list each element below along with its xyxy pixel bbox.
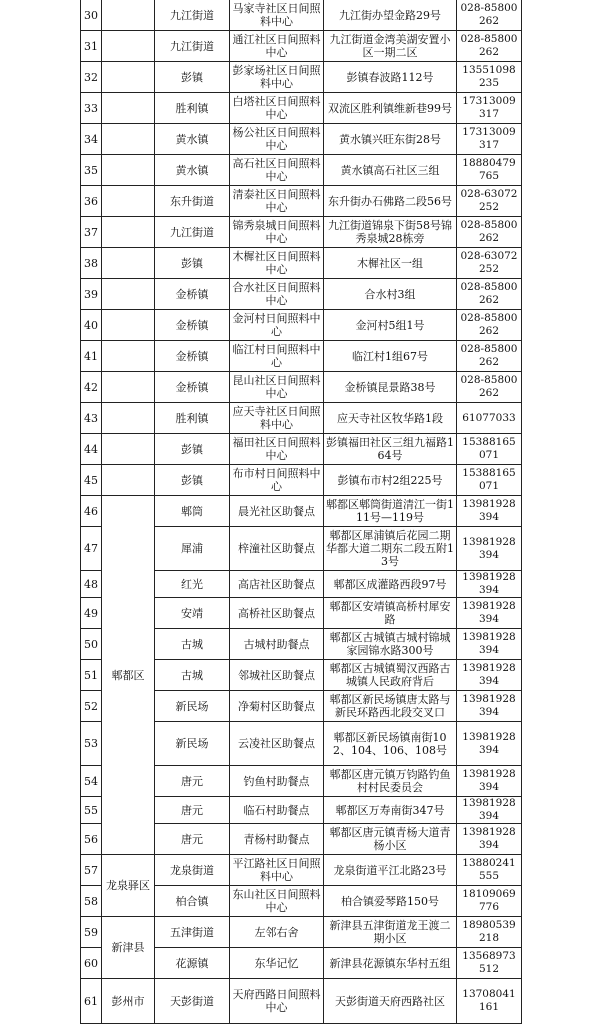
facility-name: 邻城社区助餐点 <box>230 660 324 691</box>
address-cell: 郫都区古城镇古城村锦城家园锦水路300号 <box>324 629 457 660</box>
row-number: 36 <box>81 186 102 217</box>
table-row <box>81 62 522 93</box>
town-cell: 龙泉街道 <box>155 855 230 886</box>
facility-name: 白塔社区日间照料中心 <box>230 93 324 124</box>
facility-name: 昆山社区日间照料中心 <box>230 372 324 403</box>
row-number: 49 <box>81 598 102 629</box>
town-cell: 安靖 <box>155 598 230 629</box>
town-cell: 胜利镇 <box>155 403 230 434</box>
facility-name: 东华记忆 <box>230 948 324 979</box>
table-row <box>81 496 522 527</box>
phone-cell: 18980539218 <box>457 917 522 948</box>
address-cell: 郫都区万寿南街347号 <box>324 797 457 824</box>
facility-name: 东山社区日间照料中心 <box>230 886 324 917</box>
table-row <box>81 434 522 465</box>
facility-name: 左邻右舍 <box>230 917 324 948</box>
table-row <box>81 155 522 186</box>
row-number: 61 <box>81 979 102 1024</box>
town-cell: 古城 <box>155 660 230 691</box>
phone-cell: 15388165071 <box>457 465 522 496</box>
address-cell: 合水村3组 <box>324 279 457 310</box>
facility-name: 金河村日间照料中心 <box>230 310 324 341</box>
address-cell: 彭镇布市村2组225号 <box>324 465 457 496</box>
district-cell <box>102 186 155 217</box>
town-cell: 黄水镇 <box>155 124 230 155</box>
facility-name: 平江路社区日间照料中心 <box>230 855 324 886</box>
district-cell <box>102 62 155 93</box>
address-cell: 应天寺社区牧华路1段 <box>324 403 457 434</box>
town-cell: 金桥镇 <box>155 372 230 403</box>
town-cell: 金桥镇 <box>155 279 230 310</box>
row-number: 35 <box>81 155 102 186</box>
address-cell: 九江街办望金路29号 <box>324 0 457 31</box>
table-row <box>81 855 522 886</box>
phone-cell: 028-63072252 <box>457 248 522 279</box>
table-row <box>81 465 522 496</box>
address-cell: 郫都区唐元镇万钧路钓鱼村村民委员会 <box>324 766 457 797</box>
row-number: 47 <box>81 527 102 571</box>
row-number: 40 <box>81 310 102 341</box>
town-cell: 彭镇 <box>155 465 230 496</box>
phone-cell: 13981928394 <box>457 722 522 766</box>
row-number: 57 <box>81 855 102 886</box>
town-cell: 金桥镇 <box>155 341 230 372</box>
address-cell: 郫都区新民场镇南街102、104、106、108号 <box>324 722 457 766</box>
facility-name: 临江村日间照料中心 <box>230 341 324 372</box>
address-cell: 柏合镇爱琴路150号 <box>324 886 457 917</box>
town-cell: 九江街道 <box>155 0 230 31</box>
address-cell: 郫都区郫筒街道清江一街111号—119号 <box>324 496 457 527</box>
town-cell: 唐元 <box>155 797 230 824</box>
town-cell: 金桥镇 <box>155 310 230 341</box>
address-cell: 木樨社区一组 <box>324 248 457 279</box>
row-number: 52 <box>81 691 102 722</box>
table-row <box>81 0 522 31</box>
facility-name: 钓鱼村助餐点 <box>230 766 324 797</box>
row-number: 30 <box>81 0 102 31</box>
phone-cell: 13981928394 <box>457 691 522 722</box>
town-cell: 古城 <box>155 629 230 660</box>
row-number: 58 <box>81 886 102 917</box>
row-number: 31 <box>81 31 102 62</box>
table-row <box>81 341 522 372</box>
row-number: 59 <box>81 917 102 948</box>
district-cell <box>102 31 155 62</box>
row-number: 33 <box>81 93 102 124</box>
row-number: 55 <box>81 797 102 824</box>
town-cell: 彭镇 <box>155 62 230 93</box>
phone-cell: 028-85800262 <box>457 341 522 372</box>
address-cell: 临江村1组67号 <box>324 341 457 372</box>
district-cell <box>102 0 155 31</box>
address-cell: 九江街道锦泉下街58号锦秀泉城28栋旁 <box>324 217 457 248</box>
address-cell: 龙泉街道平江北路23号 <box>324 855 457 886</box>
table-row <box>81 372 522 403</box>
district-cell <box>102 93 155 124</box>
facility-name: 梓潼社区助餐点 <box>230 527 324 571</box>
table-row <box>81 124 522 155</box>
town-cell: 新民场 <box>155 691 230 722</box>
town-cell: 九江街道 <box>155 217 230 248</box>
phone-cell: 18109069776 <box>457 886 522 917</box>
town-cell: 柏合镇 <box>155 886 230 917</box>
town-cell: 唐元 <box>155 766 230 797</box>
town-cell: 东升街道 <box>155 186 230 217</box>
town-cell: 彭镇 <box>155 248 230 279</box>
phone-cell: 61077033 <box>457 403 522 434</box>
town-cell: 彭镇 <box>155 434 230 465</box>
town-cell: 天彭街道 <box>155 979 230 1024</box>
row-number: 45 <box>81 465 102 496</box>
table-row <box>81 217 522 248</box>
district-cell: 新津县 <box>102 917 155 979</box>
address-cell: 天彭街道天府西路社区 <box>324 979 457 1024</box>
row-number: 60 <box>81 948 102 979</box>
row-number: 51 <box>81 660 102 691</box>
phone-cell: 13568973512 <box>457 948 522 979</box>
district-cell <box>102 217 155 248</box>
district-cell <box>102 124 155 155</box>
phone-cell: 028-63072252 <box>457 186 522 217</box>
town-cell: 犀浦 <box>155 527 230 571</box>
facility-name: 高石社区日间照料中心 <box>230 155 324 186</box>
district-cell <box>102 341 155 372</box>
district-cell <box>102 155 155 186</box>
phone-cell: 13981928394 <box>457 571 522 598</box>
address-cell: 彭镇福田社区三组九福路164号 <box>324 434 457 465</box>
facility-name: 通江社区日间照料中心 <box>230 31 324 62</box>
row-number: 50 <box>81 629 102 660</box>
phone-cell: 028-85800262 <box>457 31 522 62</box>
table-row <box>81 403 522 434</box>
town-cell: 胜利镇 <box>155 93 230 124</box>
row-number: 43 <box>81 403 102 434</box>
row-number: 46 <box>81 496 102 527</box>
facility-name: 应天寺社区日间照料中心 <box>230 403 324 434</box>
district-cell: 彭州市 <box>102 979 155 1024</box>
district-cell <box>102 434 155 465</box>
address-cell: 郫都区犀浦镇后花园二期华都大道二期东二段五附13号 <box>324 527 457 571</box>
town-cell: 花源镇 <box>155 948 230 979</box>
facility-name: 净菊村区助餐点 <box>230 691 324 722</box>
address-cell: 新津县五津街道龙王渡二期小区 <box>324 917 457 948</box>
row-number: 44 <box>81 434 102 465</box>
address-cell: 新津县花源镇东华村五组 <box>324 948 457 979</box>
facility-name: 高桥社区助餐点 <box>230 598 324 629</box>
row-number: 41 <box>81 341 102 372</box>
town-cell: 五津街道 <box>155 917 230 948</box>
facility-table <box>80 0 522 1024</box>
table-body <box>81 0 522 1024</box>
facility-name: 福田社区日间照料中心 <box>230 434 324 465</box>
phone-cell: 18880479765 <box>457 155 522 186</box>
table-row <box>81 279 522 310</box>
facility-name: 马家寺社区日间照料中心 <box>230 0 324 31</box>
row-number: 39 <box>81 279 102 310</box>
phone-cell: 13981928394 <box>457 598 522 629</box>
district-cell <box>102 279 155 310</box>
phone-cell: 13981928394 <box>457 527 522 571</box>
address-cell: 九江街道金湾美湖安置小区一期二区 <box>324 31 457 62</box>
phone-cell: 17313009317 <box>457 93 522 124</box>
facility-name: 锦秀泉城日间照料中心 <box>230 217 324 248</box>
town-cell: 红光 <box>155 571 230 598</box>
address-cell: 郫都区新民场镇唐太路与新民环路西北段交叉口 <box>324 691 457 722</box>
phone-cell: 13880241555 <box>457 855 522 886</box>
facility-name: 古城村助餐点 <box>230 629 324 660</box>
town-cell: 九江街道 <box>155 31 230 62</box>
phone-cell: 15388165071 <box>457 434 522 465</box>
facility-name: 布市村日间照料中心 <box>230 465 324 496</box>
facility-name: 临石村助餐点 <box>230 797 324 824</box>
table-row <box>81 248 522 279</box>
table-row <box>81 31 522 62</box>
facility-name: 青杨村助餐点 <box>230 824 324 855</box>
district-cell <box>102 403 155 434</box>
phone-cell: 17313009317 <box>457 124 522 155</box>
facility-name: 晨光社区助餐点 <box>230 496 324 527</box>
town-cell: 唐元 <box>155 824 230 855</box>
row-number: 48 <box>81 571 102 598</box>
facility-name: 杨公社区日间照料中心 <box>230 124 324 155</box>
address-cell: 彭镇春波路112号 <box>324 62 457 93</box>
phone-cell: 13708041161 <box>457 979 522 1024</box>
row-number: 42 <box>81 372 102 403</box>
row-number: 38 <box>81 248 102 279</box>
row-number: 54 <box>81 766 102 797</box>
row-number: 53 <box>81 722 102 766</box>
table-row <box>81 93 522 124</box>
address-cell: 郫都区唐元镇青杨大道青杨小区 <box>324 824 457 855</box>
address-cell: 郫都区安靖镇高桥村犀安路 <box>324 598 457 629</box>
town-cell: 新民场 <box>155 722 230 766</box>
phone-cell: 13981928394 <box>457 766 522 797</box>
row-number: 32 <box>81 62 102 93</box>
phone-cell: 13981928394 <box>457 660 522 691</box>
facility-name: 木樨社区日间照料中心 <box>230 248 324 279</box>
address-cell: 双流区胜利镇维新巷99号 <box>324 93 457 124</box>
address-cell: 郫都区成灌路西段97号 <box>324 571 457 598</box>
facility-name: 彭家场社区日间照料中心 <box>230 62 324 93</box>
facility-name: 合水社区日间照料中心 <box>230 279 324 310</box>
phone-cell: 028-85800262 <box>457 279 522 310</box>
facility-name: 天府西路日间照料中心 <box>230 979 324 1024</box>
address-cell: 东升街办石佛路二段56号 <box>324 186 457 217</box>
facility-name: 高店社区助餐点 <box>230 571 324 598</box>
district-cell: 郫都区 <box>102 496 155 855</box>
phone-cell: 028-85800262 <box>457 372 522 403</box>
table-row <box>81 186 522 217</box>
district-cell: 龙泉驿区 <box>102 855 155 917</box>
phone-cell: 028-85800262 <box>457 310 522 341</box>
town-cell: 郫筒 <box>155 496 230 527</box>
address-cell: 黄水镇兴旺东街28号 <box>324 124 457 155</box>
table-row <box>81 917 522 948</box>
phone-cell: 13551098235 <box>457 62 522 93</box>
district-cell <box>102 372 155 403</box>
row-number: 34 <box>81 124 102 155</box>
district-cell <box>102 248 155 279</box>
row-number: 56 <box>81 824 102 855</box>
facility-name: 云凌社区助餐点 <box>230 722 324 766</box>
phone-cell: 028-85800262 <box>457 0 522 31</box>
facility-name: 清泰社区日间照料中心 <box>230 186 324 217</box>
address-cell: 金河村5组1号 <box>324 310 457 341</box>
district-cell <box>102 465 155 496</box>
row-number: 37 <box>81 217 102 248</box>
phone-cell: 13981928394 <box>457 797 522 824</box>
phone-cell: 13981928394 <box>457 496 522 527</box>
phone-cell: 13981928394 <box>457 824 522 855</box>
phone-cell: 028-85800262 <box>457 217 522 248</box>
table-row <box>81 310 522 341</box>
address-cell: 郫都区古城镇蜀汉西路古城镇人民政府背后 <box>324 660 457 691</box>
address-cell: 金桥镇昆景路38号 <box>324 372 457 403</box>
district-cell <box>102 310 155 341</box>
address-cell: 黄水镇高石社区三组 <box>324 155 457 186</box>
phone-cell: 13981928394 <box>457 629 522 660</box>
town-cell: 黄水镇 <box>155 155 230 186</box>
table-row <box>81 979 522 1024</box>
